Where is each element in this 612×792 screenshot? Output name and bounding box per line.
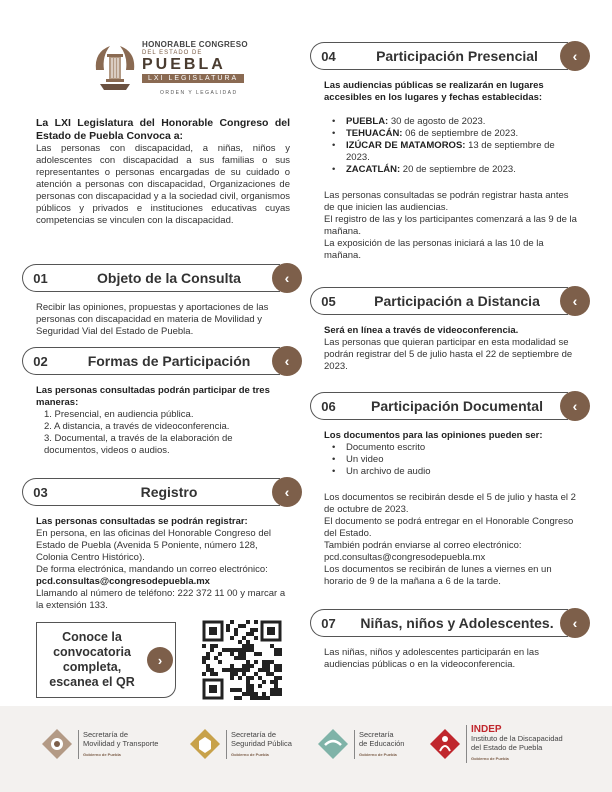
section-03-lead: Las personas consultadas se podrán registrar: [36, 516, 248, 527]
footer-logo-educacion [316, 724, 404, 764]
section-07-header [310, 609, 590, 637]
section-01-text: Recibir las opiniones, propuestas y aportaciones de las personas con discapacidad en materia de Movilidad y Seguridad Vial del Estado de Puebla. [36, 302, 269, 337]
indep-emblem-icon [428, 727, 462, 761]
section-07-body [324, 647, 580, 671]
participation-list [36, 409, 286, 457]
section-03-text-2: De forma electrónica, mandando un correo electrónico: pcd.consultas@congresodepuebla.mx [36, 564, 268, 587]
list-item: • Documento escrito [324, 442, 580, 454]
footer-text: Secretaría de Educación Gobierno de Puebla [354, 730, 404, 759]
chevron-right-icon[interactable]: › [147, 647, 173, 673]
security-emblem-icon [188, 727, 222, 761]
mobility-emblem-icon [40, 727, 74, 761]
section-05-body [324, 325, 580, 373]
section-title: Participación Documental [346, 392, 568, 420]
chevron-left-icon[interactable]: ‹ [272, 263, 302, 293]
section-04-body [324, 80, 580, 262]
section-number: 03 [22, 478, 58, 506]
section-03-text-1: En persona, en las oficinas del Honorable Congreso del Estado de Puebla (Avenida 5 Poniente, número 128, Colonia Centro Histórico). [36, 528, 272, 563]
email-link[interactable]: pcd.consultas@congresodepuebla.mx [324, 552, 486, 563]
hearings-list [324, 116, 580, 176]
document-types-list [324, 442, 580, 478]
section-number: 07 [310, 609, 346, 637]
section-title: Participación Presencial [346, 42, 568, 70]
section-02-header [22, 347, 302, 375]
footer-text: Secretaría de Seguridad Pública Gobierno de Puebla [226, 730, 292, 759]
logo-line-2: DEL ESTADO DE [142, 50, 203, 56]
section-04-text-1: Las personas consultadas se podrán registrar hasta antes de que inicien las audiencias. [324, 190, 569, 213]
section-title: Objeto de la Consulta [58, 264, 280, 292]
footer [0, 706, 612, 792]
list-item: 1. Presencial, en audiencia pública. [44, 409, 194, 420]
section-03-body [36, 516, 292, 612]
section-04-lead: Las audiencias públicas se realizarán en lugares accesibles en los lugares y fechas establecidas: [324, 80, 544, 103]
logo-line-5: ORDEN Y LEGALIDAD [160, 90, 238, 96]
intro-heading: La LXI Legislatura del Honorable Congreso del Estado de Puebla Convoca a: [36, 117, 290, 142]
logo-line-3: PUEBLA [142, 56, 226, 73]
section-04-header [310, 42, 590, 70]
list-item: • Un archivo de audio [324, 466, 580, 478]
section-06-text-5: Los documentos se recibirán de lunes a viernes en un horario de 9 de la mañana a 6 de la tarde. [324, 564, 552, 587]
section-03-header [22, 478, 302, 506]
list-item: • Un video [324, 454, 580, 466]
qr-code[interactable] [202, 620, 282, 700]
intro-text: Las personas con discapacidad, a niñas, niños y adolescentes con discapacidad a sus familias o sus representantes o personas encargadas de su cuidado o atención a personas con discapacidad, Organizaciones de personas con discapacidad y a la sociedad civil, organismos públicos y privados e instituciones educativas cuyas competencias se vinculen con la discapacidad. [36, 143, 290, 226]
section-02-lead: Las personas consultadas podrán participar de tres maneras: [36, 385, 270, 408]
email-link[interactable]: pcd.consultas@congresodepuebla.mx [36, 576, 210, 587]
qr-callout-text: Conoce la convocatoria completa, escanea el QR [49, 630, 135, 689]
section-05-lead: Será en línea a través de videoconferencia. [324, 325, 519, 336]
section-07-text: Las niñas, niños y adolescentes participarán en las audiencias públicas o en la videoconferencia. [324, 647, 539, 670]
section-title: Registro [58, 478, 280, 506]
logo-line-1: HONORABLE CONGRESO [142, 40, 248, 49]
section-05-header [310, 287, 590, 315]
list-item: 2. A distancia, a través de videoconferencia. [44, 421, 230, 432]
chevron-left-icon[interactable]: ‹ [560, 286, 590, 316]
chevron-left-icon[interactable]: ‹ [560, 41, 590, 71]
section-title: Formas de Participación [58, 347, 280, 375]
footer-logo-seguridad [188, 724, 292, 764]
congress-logo [92, 36, 272, 106]
section-04-text-3: La exposición de las personas iniciará a las 10 de la mañana. [324, 238, 544, 261]
section-01-body [36, 302, 296, 338]
list-item: 3. Documental, a través de la elaboración de documentos, videos o audios. [44, 433, 233, 456]
section-number: 02 [22, 347, 58, 375]
section-06-text-3: También podrán enviarse al correo electrónico: [324, 540, 522, 551]
section-06-lead: Los documentos para las opiniones pueden ser: [324, 430, 543, 441]
section-04-text-2: El registro de las y los participantes comenzará a las 9 de la mañana. [324, 214, 577, 237]
footer-logo-indep [428, 724, 563, 764]
section-number: 01 [22, 264, 58, 292]
logo-line-4: LXI LEGISLATURA [142, 74, 244, 83]
chevron-left-icon[interactable]: ‹ [560, 391, 590, 421]
list-item: • ZACATLÁN: 20 de septiembre de 2023. [324, 164, 580, 176]
section-title: Participación a Distancia [346, 287, 568, 315]
section-06-body [324, 430, 580, 588]
section-number: 06 [310, 392, 346, 420]
qr-callout [36, 622, 176, 698]
section-05-text: Las personas que quieran participar en esta modalidad se podrán registrar del 5 de julio hasta el 22 de septiembre de 2023. [324, 337, 573, 372]
chevron-left-icon[interactable]: ‹ [272, 346, 302, 376]
column-emblem-icon [92, 40, 138, 92]
section-03-text-3: Llamando al número de teléfono: 222 372 11 00 y marcar a la extensión 133. [36, 588, 286, 611]
section-06-header [310, 392, 590, 420]
footer-text: INDEP Instituto de la Discapacidad del Estado de Puebla Gobierno de Puebla [466, 725, 563, 763]
section-number: 04 [310, 42, 346, 70]
education-emblem-icon [316, 727, 350, 761]
section-number: 05 [310, 287, 346, 315]
footer-text: Secretaría de Movilidad y Transporte Gobierno de Puebla [78, 730, 158, 759]
list-item: • PUEBLA: 30 de agosto de 2023. [324, 116, 580, 128]
list-item: • TEHUACÁN: 06 de septiembre de 2023. [324, 128, 580, 140]
section-02-body [36, 385, 286, 457]
footer-logo-movilidad [40, 724, 158, 764]
section-06-text-2: El documento se podrá entregar en el Honorable Congreso del Estado. [324, 516, 574, 539]
intro-block [36, 117, 290, 227]
chevron-left-icon[interactable]: ‹ [560, 608, 590, 638]
section-title: Niñas, niños y Adolescentes. [346, 609, 568, 637]
chevron-left-icon[interactable]: ‹ [272, 477, 302, 507]
section-06-text-1: Los documentos se recibirán desde el 5 de julio y hasta el 2 de octubre de 2023. [324, 492, 576, 515]
list-item: • IZÚCAR DE MATAMOROS: 13 de septiembre de 2023. [324, 140, 580, 164]
section-01-header [22, 264, 302, 292]
